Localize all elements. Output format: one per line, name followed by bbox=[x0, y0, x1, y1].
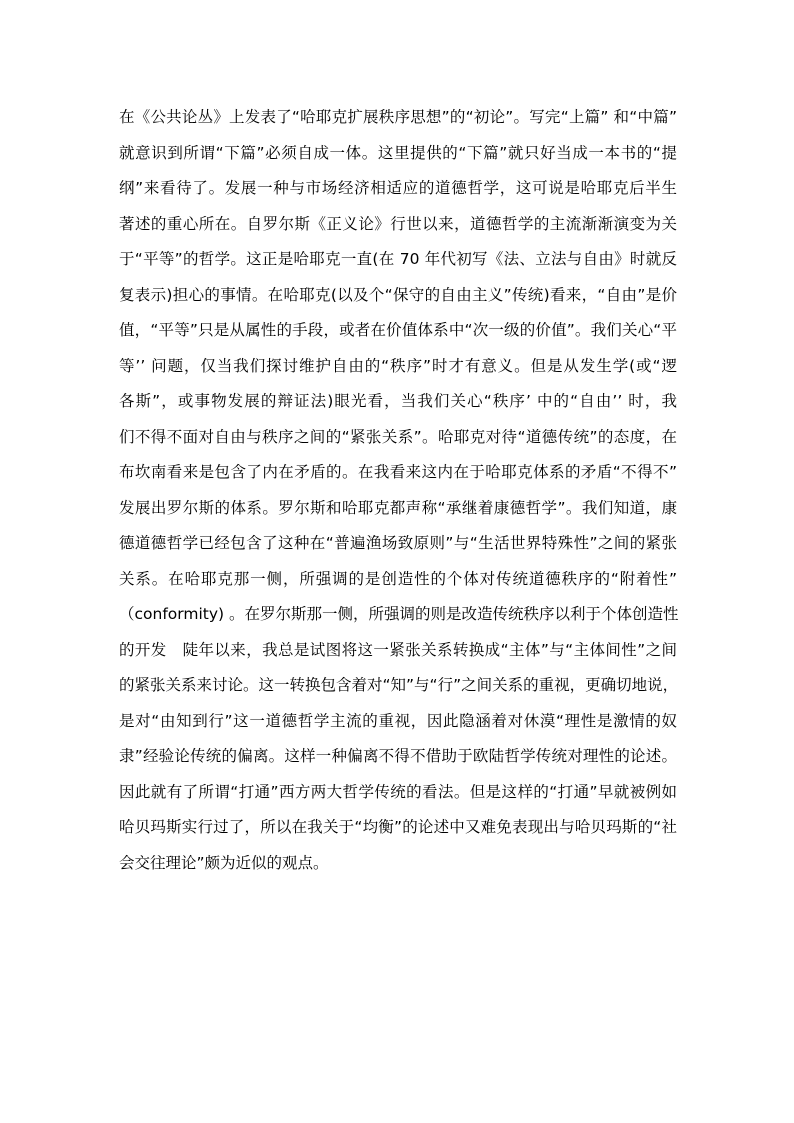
text-line: 隶”经验论传统的偏离。这样一种偏离不得不借助于欧陆哲学传统对理性的论述。 bbox=[119, 747, 677, 765]
text-line: 的开发 陡年以来，我总是试图将这一紧张关系转换成“主体”与“主体间性”之间 bbox=[119, 640, 677, 659]
text-line: 因此就有了所谓“打通”西方两大哲学传统的看法。但是这样的“打通”早就被例如 bbox=[119, 782, 677, 801]
text-line: 是对“由知到行”这一道德哲学主流的重视，因此隐涵着对休漠“理性是激情的奴 bbox=[119, 711, 677, 730]
text-line: 德道德哲学已经包含了这种在“普遍渔场致原则”与“生活世界特殊性”之间的紧张 bbox=[119, 534, 677, 552]
text-line: 于“平等”的哲学。这正是哈耶克一直(在 70 年代初写《法、立法与自由》时就反 bbox=[119, 250, 677, 268]
text-line: 布坎南看来是包含了内在矛盾的。在我看来这内在于哈耶克体系的矛盾“不得不” bbox=[119, 463, 677, 481]
text-line: 们不得不面对自由与秩序之间的“紧张关系”。哈耶克对待“道德传统”的态度，在 bbox=[119, 427, 677, 446]
text-line: 哈贝玛斯实行过了，所以在我关于“均衡”的论述中又难免表现出与哈贝玛斯的“社 bbox=[119, 818, 677, 836]
text-line: 发展出罗尔斯的体系。罗尔斯和哈耶克都声称“承继着康德哲学”。我们知道，康 bbox=[119, 498, 677, 517]
text-line: 就意识到所谓“下篇”必须自成一体。这里提供的“下篇”就只好当成一本书的“提 bbox=[119, 143, 677, 162]
body-paragraph bbox=[119, 100, 677, 881]
text-line: 复表示)担心的事情。在哈耶克(以及个“保守的自由主义”传统)看来，“自由”是价 bbox=[119, 285, 677, 304]
text-line: 等’’ 问题，仅当我们探讨维护自由的“秩序”时才有意义。但是从发生学(或“逻 bbox=[119, 356, 677, 375]
text-line: 关系。在哈耶克那一侧，所强调的是创造性的个体对传统道德秩序的“附着性” bbox=[119, 569, 677, 588]
text-line: 值，“平等”只是从属性的手段，或者在价值体系中“次一级的价值”。我们关心“平 bbox=[119, 321, 677, 339]
text-line: 在《公共论丛》上发表了“哈耶克扩展秩序思想”的“初论”。写完“上篇” 和“中篇” bbox=[119, 108, 677, 126]
text-line: （conformity) 。在罗尔斯那一侧，所强调的则是改造传统秩序以利于个体创造性 bbox=[119, 605, 679, 623]
text-line: 纲”来看待了。发展一种与市场经济相适应的道德哲学，这可说是哈耶克后半生 bbox=[119, 179, 677, 197]
text-line: 各斯”，或事物发展的辩证法)眼光看，当我们关心“秩序’ 中的“自由’’ 时，我 bbox=[119, 392, 677, 410]
text-line: 会交往理论”颇为近似的观点。 bbox=[119, 853, 329, 872]
text-line: 的紧张关系来讨论。这一转换包含着对“知”与“行”之间关系的重视，更确切地说， bbox=[119, 676, 679, 694]
text-line: 著述的重心所在。自罗尔斯《正义论》行世以来，道德哲学的主流渐渐演变为关 bbox=[119, 214, 677, 233]
